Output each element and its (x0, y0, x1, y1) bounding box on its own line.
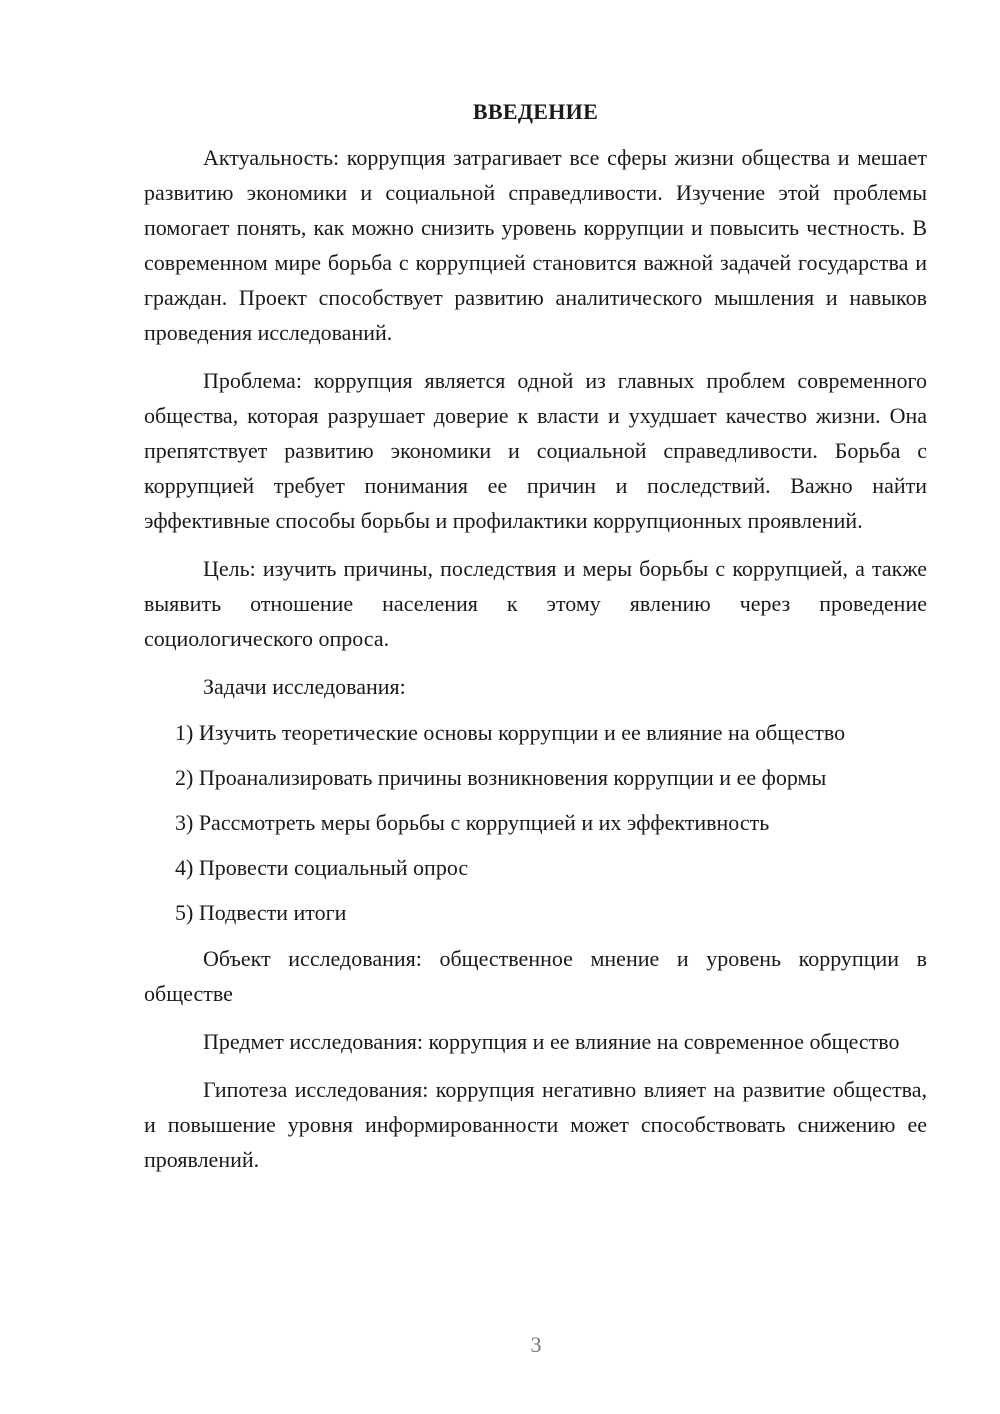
tasks-title: Задачи исследования: (203, 674, 406, 699)
list-item: 5) Подвести итоги (175, 900, 347, 925)
list-item: 4) Провести социальный опрос (175, 855, 469, 880)
list-item: 2) Проанализировать причины возникновения коррупции и ее формы (175, 765, 827, 790)
page-heading: ВВЕДЕНИЕ (472, 99, 599, 124)
page-number: 3 (530, 1332, 542, 1357)
paragraph-subject: Предмет исследования: коррупция и ее влияние на современное общество (203, 1029, 900, 1054)
list-item: 1) Изучить теоретические основы коррупции и ее влияние на общество (175, 720, 846, 745)
page-content (144, 94, 927, 1177)
tasks-list (144, 715, 927, 930)
paragraph-relevance: Актуальность: коррупция затрагивает все сферы жизни общества и мешает развитию экономики и социальной справедливости. Изучение этой проблемы помогает понять, как можно снизить уровень коррупции и повысить честность. В современном мире борьба с коррупцией становится важной задачей государства и граждан. Проект способствует развитию аналитического мышления и навыков проведения исследований. (144, 145, 927, 345)
list-item: 3) Рассмотреть меры борьбы с коррупцией и их эффективность (175, 810, 770, 835)
paragraph-problem: Проблема: коррупция является одной из главных проблем современного общества, которая разрушает доверие к власти и ухудшает качество жизни. Она препятствует развитию экономики и социальной справедливости. Борьба с коррупцией требует понимания ее причин и последствий. Важно найти эффективные способы борьбы и профилактики коррупционных проявлений. (144, 368, 927, 533)
paragraph-object: Объект исследования: общественное мнение и уровень коррупции в обществе (144, 946, 927, 1006)
paragraph-goal: Цель: изучить причины, последствия и меры борьбы с коррупцией, а также выявить отношение населения к этому явлению через проведение социологического опроса. (144, 556, 927, 651)
paragraph-hypothesis: Гипотеза исследования: коррупция негативно влияет на развитие общества, и повышение уровня информированности может способствовать снижению ее проявлений. (144, 1077, 927, 1172)
